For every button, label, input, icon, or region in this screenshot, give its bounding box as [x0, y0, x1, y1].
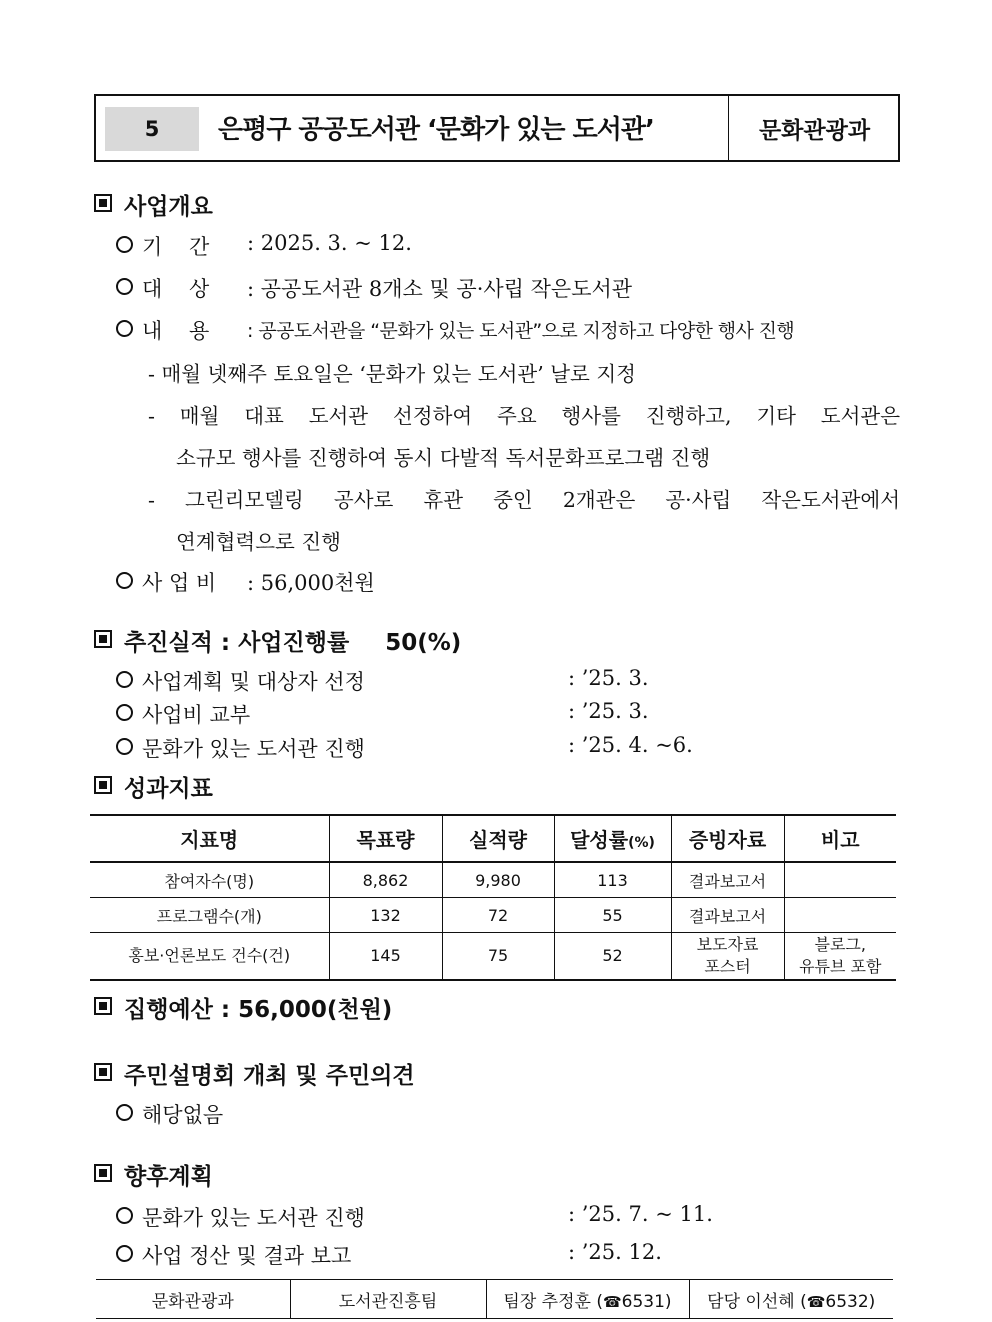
progress-item-date: : ’25. 4. ~6. [568, 733, 693, 757]
overview-content [116, 315, 795, 345]
circle-bullet-icon [116, 671, 133, 688]
cell-rate: 52 [554, 933, 671, 981]
plan-item [116, 1240, 351, 1270]
cell-target: 8,862 [329, 862, 442, 898]
progress-item-label: 문화가 있는 도서관 진행 [142, 737, 365, 761]
circle-bullet-icon [116, 738, 133, 755]
cell-actual: 75 [442, 933, 554, 981]
overview-budget [116, 567, 375, 597]
progress-rate: 50(%) [385, 630, 462, 656]
col-header-note: 비고 [784, 815, 896, 862]
cell-note-line-1: 블로그, [814, 935, 866, 954]
table-row [90, 933, 896, 981]
section-kpi [94, 770, 213, 803]
cell-rate: 55 [554, 898, 671, 933]
footer-leader-phone: 6531) [621, 1291, 672, 1312]
progress-item [116, 699, 250, 729]
footer-row [96, 1280, 893, 1319]
header-department: 문화관광과 [758, 117, 871, 144]
plan-item-label: 사업 정산 및 결과 보고 [142, 1244, 352, 1268]
detail-line-4: - 그린리모델링 공사로 휴관 중인 2개관은 공·사립 작은도서관에서 [148, 488, 900, 512]
phone-icon: ☎ [806, 1292, 826, 1311]
section-bullet-icon [94, 997, 112, 1015]
section-progress [94, 624, 461, 657]
footer-department: 문화관광과 [96, 1280, 290, 1319]
col-header-rate [554, 815, 671, 862]
col-header-target: 목표량 [329, 815, 442, 862]
budget-value: : 56,000천원 [247, 571, 375, 595]
cell-evidence: 결과보고서 [671, 898, 784, 933]
table-header-row [90, 815, 896, 862]
cell-note [784, 898, 896, 933]
footer-team: 도서관진흥팀 [290, 1280, 486, 1319]
circle-bullet-icon [116, 572, 133, 589]
plan-item-date: : ’25. 7. ~ 11. [568, 1202, 713, 1226]
kpi-table [90, 814, 896, 981]
section-bullet-icon [94, 1164, 112, 1182]
plan-item-label: 문화가 있는 도서관 진행 [142, 1206, 365, 1230]
col-header-actual: 실적량 [442, 815, 554, 862]
cell-evidence-line-1: 보도자료 [696, 935, 759, 954]
section-bullet-icon [94, 1063, 112, 1081]
cell-actual: 9,980 [442, 862, 554, 898]
cell-evidence: 결과보고서 [671, 862, 784, 898]
contact-footer [96, 1279, 893, 1319]
section-briefing-heading: 주민설명회 개최 및 주민의견 [124, 1063, 415, 1089]
section-plan [94, 1158, 213, 1191]
section-plan-heading: 향후계획 [124, 1164, 213, 1190]
detail-line-2: - 매월 대표 도서관 선정하여 주요 행사를 진행하고, 기타 도서관은 [148, 404, 900, 428]
circle-bullet-icon [116, 320, 133, 337]
progress-item-date: : ’25. 3. [568, 699, 649, 723]
cell-name: 프로그램수(개) [90, 898, 329, 933]
progress-item [116, 666, 365, 696]
target-value: : 공공도서관 8개소 및 공·사립 작은도서관 [247, 277, 633, 301]
target-label: 대 상 [142, 277, 210, 301]
footer-leader-name: 팀장 추정훈 ( [503, 1291, 603, 1312]
overview-target [116, 273, 633, 303]
cell-target: 132 [329, 898, 442, 933]
content-value: : 공공도서관을 “문화가 있는 도서관”으로 지정하고 다양한 행사 진행 [247, 320, 795, 342]
detail-line-3: 소규모 행사를 진행하여 동시 다발적 독서문화프로그램 진행 [176, 446, 711, 470]
detail-line-1: - 매월 넷째주 토요일은 ‘문화가 있는 도서관’ 날로 지정 [148, 362, 636, 386]
item-number: 5 [105, 107, 199, 151]
cell-name: 홍보·언론보도 건수(건) [90, 933, 329, 981]
cell-evidence-line-2: 포스터 [704, 957, 751, 976]
plan-item-date: : ’25. 12. [568, 1240, 662, 1264]
phone-icon: ☎ [602, 1292, 622, 1311]
progress-item-label: 사업계획 및 대상자 선정 [142, 670, 365, 694]
plan-item [116, 1202, 365, 1232]
briefing-item-text: 해당없음 [142, 1103, 224, 1127]
cell-name: 참여자수(명) [90, 862, 329, 898]
section-bullet-icon [94, 776, 112, 794]
section-bullet-icon [94, 630, 112, 648]
detail-line-5: 연계협력으로 진행 [176, 530, 341, 554]
progress-item-date: : ’25. 3. [568, 666, 649, 690]
footer-staff-name: 담당 이선혜 ( [707, 1291, 807, 1312]
period-label: 기 간 [142, 235, 210, 259]
section-overview-heading: 사업개요 [124, 194, 213, 220]
circle-bullet-icon [116, 1207, 133, 1224]
cell-note-line-2: 유튜브 포함 [799, 957, 882, 976]
overview-period [116, 231, 412, 261]
content-label: 내 용 [142, 319, 210, 343]
cell-note [784, 933, 896, 981]
briefing-item [116, 1099, 223, 1129]
footer-staff-phone: 6532) [825, 1291, 876, 1312]
progress-item-label: 사업비 교부 [142, 703, 251, 727]
cell-evidence [671, 933, 784, 981]
section-budget-heading: 집행예산 : 56,000(천원) [124, 997, 393, 1023]
progress-item [116, 733, 365, 763]
section-bullet-icon [94, 194, 112, 212]
circle-bullet-icon [116, 278, 133, 295]
footer-leader [486, 1280, 689, 1319]
cell-actual: 72 [442, 898, 554, 933]
circle-bullet-icon [116, 236, 133, 253]
circle-bullet-icon [116, 1104, 133, 1121]
section-overview [94, 188, 213, 221]
col-header-rate-unit: (%) [628, 835, 655, 851]
document-title: 은평구 공공도서관 ‘문화가 있는 도서관’ [218, 115, 654, 145]
budget-label: 사 업 비 [142, 571, 217, 595]
section-briefing [94, 1057, 415, 1090]
section-progress-heading: 추진실적 : 사업진행률 [124, 630, 350, 656]
section-budget [94, 991, 392, 1024]
cell-rate: 113 [554, 862, 671, 898]
cell-target: 145 [329, 933, 442, 981]
section-kpi-heading: 성과지표 [124, 776, 213, 802]
table-row [90, 862, 896, 898]
table-row [90, 898, 896, 933]
col-header-rate-label: 달성률 [570, 828, 629, 852]
col-header-name: 지표명 [90, 815, 329, 862]
cell-note [784, 862, 896, 898]
circle-bullet-icon [116, 704, 133, 721]
period-value: : 2025. 3. ~ 12. [247, 231, 412, 255]
footer-staff [689, 1280, 893, 1319]
document-header [94, 94, 900, 162]
circle-bullet-icon [116, 1245, 133, 1262]
col-header-evidence: 증빙자료 [671, 815, 784, 862]
